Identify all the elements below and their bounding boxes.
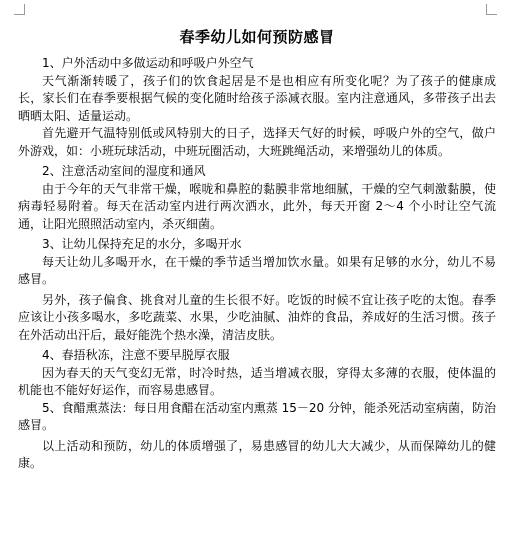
document-title: 春季幼儿如何预防感冒 <box>179 28 335 46</box>
section-heading-3: 3、让幼儿保持充足的水分，多喝开水 <box>42 237 242 251</box>
body-paragraph: 天气渐渐转暖了，孩子们的饮食起居是不是也相应有所变化呢？为了孩子的健康成长，家长们在春季要根据气候的变化随时给孩子添减衣服。室内注意通风，多带孩子出去晒晒太阳、适量运动。 <box>18 73 496 123</box>
body-paragraph: 因为春天的天气变幻无常，时冷时热，适当增减衣服，穿得太多薄的衣服，使体温的机能也不能好好运作，而容易患感冒。 <box>18 365 496 397</box>
section-heading-5: 5、食醋熏蒸法：每日用食醋在活动室内熏蒸 15－20 分钟，能杀死活动室病菌，防治感冒。 <box>18 400 496 432</box>
page-corner-mark-top-left <box>14 4 25 15</box>
body-paragraph: 每天让幼儿多喝开水，在干燥的季节适当增加饮水量。如果有足够的水分，幼儿不易感冒。 <box>18 254 496 286</box>
body-paragraph: 由于今年的天气非常干燥，喉咙和鼻腔的黏膜非常地细腻，干燥的空气刺激黏膜，使病毒轻易附着。每天在活动室内进行两次洒水，此外，每天开窗 2～4 个小时让空气流通，让阳光照照活动室内，杀灭细菌。 <box>18 181 496 231</box>
page-corner-mark-top-right <box>486 4 497 15</box>
section-heading-1: 1、户外活动中多做运动和呼吸户外空气 <box>42 56 254 70</box>
document-body <box>18 27 496 473</box>
body-paragraph: 首先避开气温特别低或风特别大的日子，选择天气好的时候，呼吸户外的空气，做户外游戏，如：小班玩球活动，中班玩圈活动，大班跳绳活动，来增强幼儿的体质。 <box>18 126 496 158</box>
section-heading-4: 4、春捂秋冻，注意不要早脱厚衣服 <box>42 348 230 362</box>
body-paragraph: 另外，孩子偏食、挑食对儿童的生长很不好。吃饭的时候不宜让孩子吃的太饱。春季应该让小孩多喝水，多吃蔬菜、水果，少吃油腻、油炸的食品，养成好的生活习惯。孩子在外活动出汗后，最好能洗个热水澡，清洁皮肤。 <box>18 292 496 342</box>
section-heading-2: 2、注意活动室间的湿度和通风 <box>42 164 206 178</box>
conclusion-paragraph: 以上活动和预防，幼儿的体质增强了，易患感冒的幼儿大大减少，从而保障幼儿的健康。 <box>18 438 496 470</box>
